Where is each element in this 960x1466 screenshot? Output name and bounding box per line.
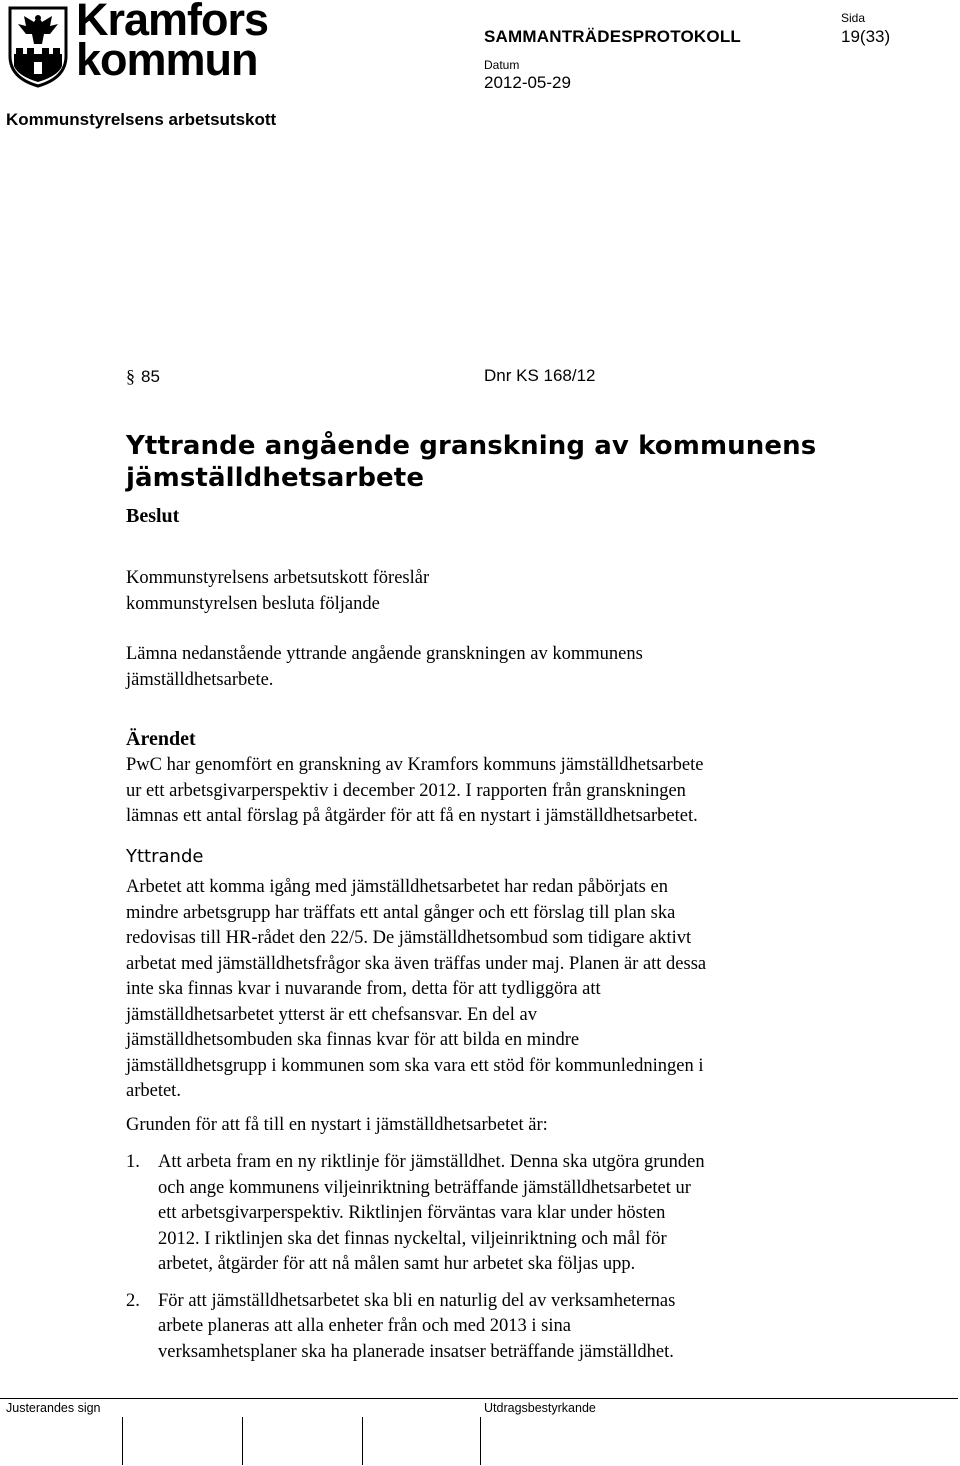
grunden-line: Grunden för att få till en nystart i jämställdhetsarbetet är:	[126, 1115, 548, 1135]
list-item-line: och ange kommunens viljeinriktning beträffande jämställdhetsarbetet ur	[158, 1177, 691, 1198]
arendet-line: PwC har genomfört en granskning av Kramfors kommuns jämställdhetsarbete	[126, 755, 704, 775]
numbered-list	[126, 1150, 826, 1376]
yttrande-line: jämställdhetsarbetet ytterst är ett chefsansvar. En del av	[126, 1004, 537, 1025]
list-item	[126, 1150, 826, 1278]
list-item-line: ett arbetsgivarperspektiv. Riktlinjen förväntas vara klar under hösten	[158, 1203, 666, 1223]
list-item-line: För att jämställdhetsarbetet ska bli en naturlig del av verksamheternas	[158, 1290, 676, 1311]
arendet-line: ur ett arbetsgivarperspektiv i december 2012. I rapporten från granskningen	[126, 780, 686, 801]
signature-box-divider	[242, 1417, 243, 1465]
signature-box-divider	[122, 1417, 123, 1465]
list-item-line: Att arbeta fram en ny riktlinje för jämställdhet. Denna ska utgöra grunden	[158, 1152, 705, 1172]
date-label: Datum	[484, 58, 520, 72]
title-line-2: jämställdhetsarbete	[126, 463, 425, 493]
beslut-line: Lämna nedanstående yttrande angående granskningen av kommunens	[126, 644, 643, 664]
yttrande-line: jämställdhetsgrupp i kommunen som ska vara ett stöd för kommunledningen i	[126, 1055, 704, 1076]
yttrande-heading: Yttrande	[126, 846, 204, 867]
list-item-number: 1.	[126, 1152, 140, 1172]
utdragsbestyrkande-label: Utdragsbestyrkande	[484, 1401, 596, 1415]
signature-box-divider	[362, 1417, 363, 1465]
list-item-text	[158, 1150, 826, 1278]
paragraph-sign: §	[126, 366, 135, 386]
beslut-line: Kommunstyrelsens arbetsutskott föreslår	[126, 568, 430, 588]
beslut-paragraph-1	[126, 566, 826, 617]
list-item-line: arbete planeras att alla enheter från och med 2013 i sina	[158, 1316, 571, 1336]
document-type: SAMMANTRÄDESPROTOKOLL	[484, 27, 741, 46]
justerandes-sign-label: Justerandes sign	[6, 1401, 101, 1415]
page-number: 19(33)	[841, 27, 891, 46]
page-title	[126, 430, 846, 494]
yttrande-line: arbetat med jämställdhetsfrågor ska även träffas under maj. Planen är att dessa	[126, 953, 707, 974]
paragraph-number	[126, 366, 160, 387]
beslut-line: kommunstyrelsen besluta följande	[126, 593, 380, 614]
logo-wordmark	[76, 0, 269, 85]
list-item-text	[158, 1289, 826, 1366]
yttrande-line: redovisas till HR-rådet den 22/5. De jämställdhetsombud som tidigare aktivt	[126, 928, 692, 948]
page-label: Sida	[841, 11, 866, 25]
org-name: Kommunstyrelsens arbetsutskott	[6, 110, 277, 129]
yttrande-line: Arbetet att komma igång med jämställdhetsarbetet har redan påbörjats en	[126, 877, 668, 897]
arendet-heading: Ärendet	[126, 728, 196, 750]
list-item-line: arbetet, åtgärder för att nå målen samt hur arbetet ska följas upp.	[158, 1254, 636, 1274]
yttrande-line: mindre arbetsgrupp har träffats ett antal gånger och ett förslag till plan ska	[126, 902, 676, 923]
arendet-paragraph	[126, 753, 846, 830]
yttrande-line: jämställdhetsombuden ska finnas kvar för att bilda en mindre	[126, 1030, 580, 1050]
list-item-line: 2012. I riktlinjen ska det finnas nyckeltal, viljeinriktning och mål för	[158, 1228, 667, 1249]
list-item	[126, 1289, 826, 1366]
beslut-heading: Beslut	[126, 505, 180, 527]
paragraph-number-value: 85	[141, 367, 160, 386]
yttrande-line: inte ska finnas kvar i nuvarande from, detta för att tydliggöra att	[126, 979, 601, 999]
list-item-line: verksamhetsplaner ska ha planerade insatser beträffande jämställdhet.	[158, 1341, 674, 1362]
dnr: Dnr KS 168/12	[484, 366, 596, 385]
signature-box-divider	[480, 1417, 481, 1465]
logo-line-kramfors: Kramfors	[76, 0, 269, 45]
yttrande-line: arbetet.	[126, 1081, 181, 1101]
yttrande-paragraph	[126, 875, 846, 1105]
footer-divider	[0, 1398, 958, 1399]
beslut-paragraph-2	[126, 642, 826, 693]
date-value: 2012-05-29	[484, 73, 571, 92]
list-item-number: 2.	[126, 1290, 140, 1311]
arendet-line: lämnas ett antal förslag på åtgärder för att få en nystart i jämställdhetsarbetet.	[126, 806, 698, 826]
title-line-1: Yttrande angående granskning av kommunens	[126, 431, 817, 461]
beslut-line: jämställdhetsarbete.	[126, 669, 274, 690]
logo-line-kommun: kommun	[76, 34, 258, 85]
